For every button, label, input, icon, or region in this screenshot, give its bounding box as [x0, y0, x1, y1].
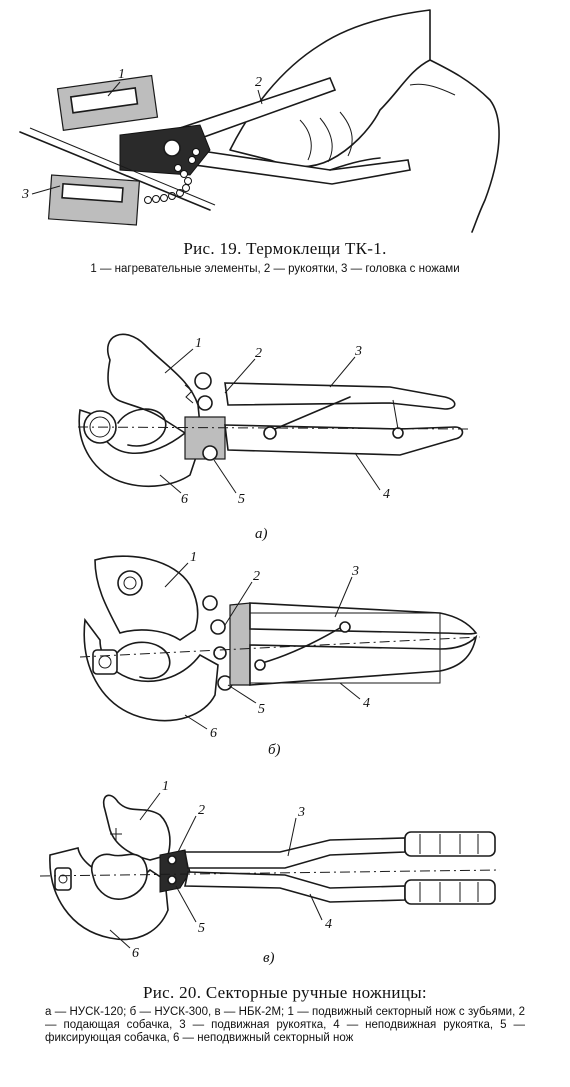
callout-b-1: 1	[190, 550, 197, 565]
fixed-handle	[185, 872, 405, 902]
callout-b-5: 5	[258, 702, 265, 717]
callout-b-2: 2	[253, 569, 260, 584]
panel-b-label: б)	[268, 742, 281, 758]
callout-a-5: 5	[238, 492, 245, 507]
figure-20b-drawing	[0, 545, 570, 760]
feed-pawl-pin	[168, 856, 176, 864]
feed-pawl-pin	[195, 373, 211, 389]
panel-a-label: а)	[255, 526, 268, 542]
figure-20c-drawing	[0, 760, 570, 975]
figure-19-drawing	[0, 0, 570, 240]
locking-pawl-pin	[203, 446, 217, 460]
callout-3: 3	[22, 187, 29, 202]
panel-c-label: в)	[263, 950, 275, 966]
callout-2: 2	[255, 75, 262, 90]
callout-b-3: 3	[352, 564, 359, 579]
callout-c-1: 1	[162, 779, 169, 794]
callout-b-4: 4	[363, 696, 370, 711]
callout-c-3: 3	[298, 805, 305, 820]
figure-19-title: Рис. 19. Термоклещи ТК-1.	[183, 239, 387, 258]
callout-c-6: 6	[132, 946, 139, 961]
figure-20-title: Рис. 20. Секторные ручные ножницы:	[143, 983, 427, 1002]
figure-20a-drawing	[0, 305, 570, 545]
movable-handle	[185, 838, 405, 868]
handle-grip-upper	[405, 832, 495, 856]
callout-a-6: 6	[181, 492, 188, 507]
handle-grip-lower	[405, 880, 495, 904]
callout-b-6: 6	[210, 726, 217, 741]
movable-handle	[225, 383, 455, 409]
power-cable	[430, 60, 499, 232]
callout-a-2: 2	[255, 346, 262, 361]
movable-sector-knife	[104, 795, 170, 860]
callout-a-3: 3	[355, 344, 362, 359]
feed-pawl-pin	[203, 596, 217, 610]
fixed-handle	[250, 637, 476, 685]
fixed-handle	[225, 425, 463, 455]
callout-c-4: 4	[325, 917, 332, 932]
callout-a-1: 1	[195, 336, 202, 351]
locking-pawl-pin	[168, 876, 176, 884]
figure-19-legend: 1 — нагревательные элементы, 2 — рукоятки, 3 — головка с ножами	[90, 263, 460, 275]
movable-handle	[250, 603, 476, 634]
figure-20-legend: а — НУСК-120; б — НУСК-300, в — НБК-2М; 1 — подвижный секторный нож с зубьями, 2 — подающая собачка, 3 — подвижная рукоятка, 4 — неподвижная рукоятка, 5 — фиксирующая собачка, 6 — неподвижный секторный нож	[45, 1006, 525, 1044]
cable-opening	[93, 650, 117, 674]
callout-c-2: 2	[198, 803, 205, 818]
handle-lower	[195, 150, 410, 184]
callout-a-4: 4	[383, 487, 390, 502]
callout-1: 1	[118, 67, 125, 82]
callout-c-5: 5	[198, 921, 205, 936]
